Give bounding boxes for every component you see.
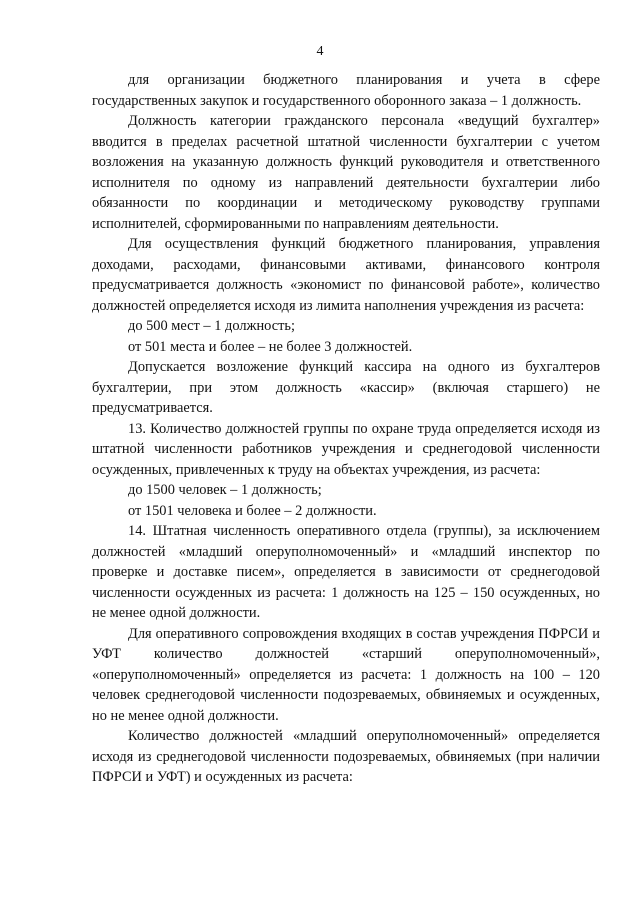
paragraph-cashier: Допускается возложение функций кассира на одного из бухгалтеров бухгалтерии, при этом должность «кассир» (включая старшего) не предусматривается. (92, 359, 600, 416)
paragraph-operational-support: Для оперативного сопровождения входящих в состав учреждения ПФРСИ и УФТ количество должностей «старший оперуполномоченный», «оперуполномоченный» определяется из расчета: 1 должность на 100 – 120 человек среднегодовой численности подозреваемых, обвиняемых и осужденных, но не менее одной должности. (92, 625, 600, 724)
paragraph-13-labor-safety: 13. Количество должностей группы по охране труда определяется исходя из штатной численности работников учреждения и среднегодовой численности осужденных, привлеченных к труду на объектах учреждения, из расчета: (92, 420, 600, 478)
paragraph-junior-operative: Количество должностей «младший оперуполномоченный» определяется исходя из среднегодовой численности подозреваемых, обвиняемых (при наличии ПФРСИ и УФТ) и осужденных из расчета: (92, 728, 600, 785)
list-item-economist-up-to-500: до 500 мест – 1 должность; (128, 318, 295, 334)
page-number: 4 (316, 44, 324, 59)
paragraph-lead-accountant: Должность категории гражданского персонала «ведущий бухгалтер» вводится в пределах расчетной штатной численности бухгалтерии с учетом возложения на указанную должность функций руководителя и ответственного исполнителя по одному из направлений деятельности бухгалтерии либо обязанности по координации и методическому руководству группами исполнителей, сформированными по направлениям деятельности. (92, 113, 600, 232)
paragraph-finance-economist: Для осуществления функций бюджетного планирования, управления доходами, расходами, финансовыми активами, финансового контроля предусматривается должность «экономист по финансовой работе», количество должностей определяется исходя из лимита наполнения учреждения из расчета: (92, 236, 600, 314)
paragraph-14-operational-department: 14. Штатная численность оперативного отдела (группы), за исключением должностей «младший оперуполномоченный» и «младший инспектор по проверке и доставке писем», определяется в зависимости от среднегодовой численности осужденных из расчета: 1 должность на 125 – 150 осужденных, но не менее одной должности. (92, 523, 600, 621)
list-item-economist-501-plus: от 501 места и более – не более 3 должностей. (128, 338, 413, 355)
document-body (92, 70, 600, 788)
list-item-safety-1501-plus: от 1501 человека и более – 2 должности. (128, 502, 377, 519)
list-item-safety-up-to-1500: до 1500 человек – 1 должность; (128, 482, 322, 498)
paragraph-budget-planning-continuation: для организации бюджетного планирования и учета в сфере государственных закупок и государственного оборонного заказа – 1 должность. (92, 72, 600, 109)
